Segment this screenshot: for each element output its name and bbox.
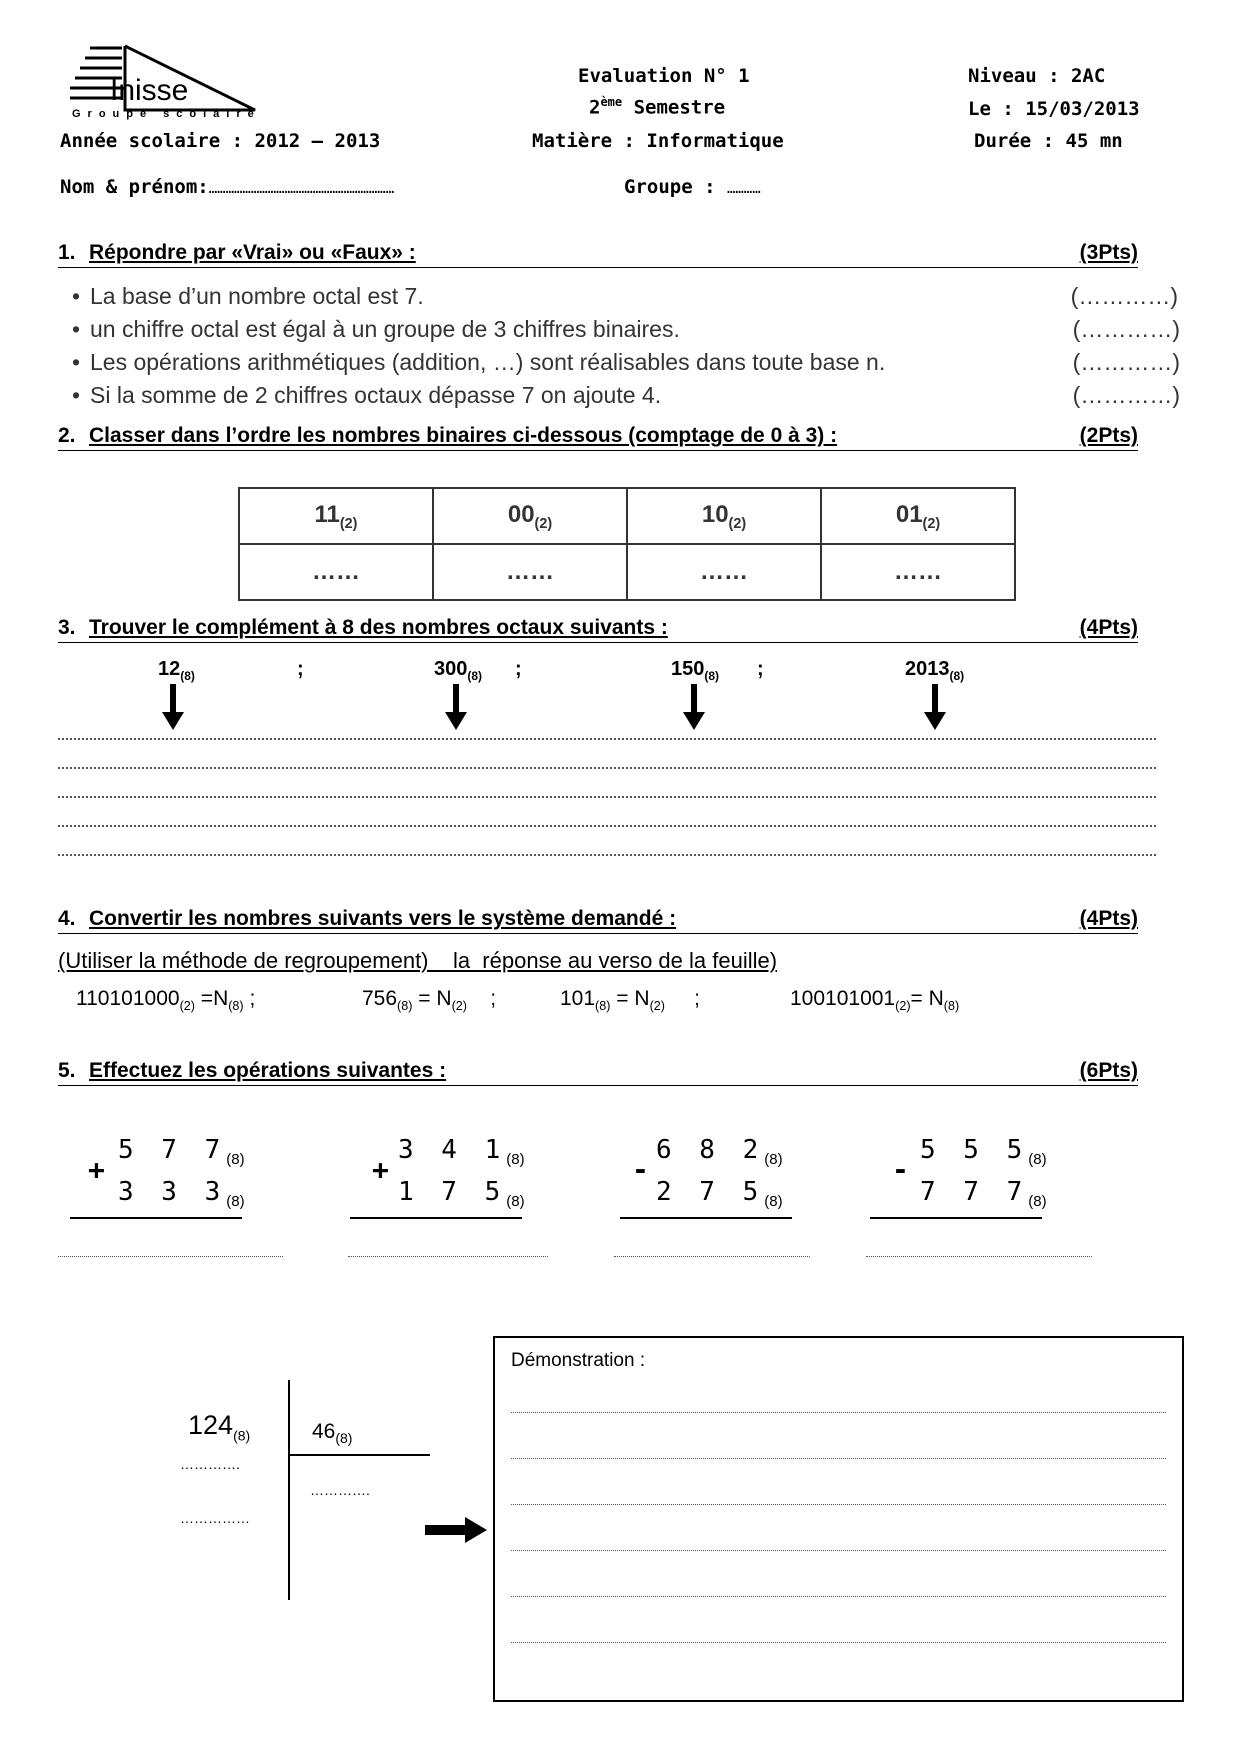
section-3-header: 3. Trouver le complément à 8 des nombres octaux suivants : (4Pts) — [58, 616, 1138, 643]
work-blank[interactable]: …………. — [180, 1456, 240, 1472]
operator-sign: + — [372, 1153, 389, 1186]
division-layout — [170, 1380, 430, 1600]
arrow-down-icon — [443, 684, 469, 730]
statement-3: • Les opérations arithmétiques (addition, …) sont réalisables dans toute base n. — [72, 349, 886, 375]
result-blank[interactable] — [614, 1256, 810, 1257]
answer-line[interactable] — [58, 854, 1156, 856]
logo-text: Inisse — [110, 74, 189, 107]
operator-sign: + — [88, 1153, 105, 1186]
table-cell: $00_{(2)}$ — [433, 488, 627, 544]
dividend: $124_{(8)}$ — [188, 1410, 251, 1444]
conversion-item: $101_{(8)} = N_{(2)}$ ; — [560, 987, 700, 1014]
result-blank[interactable] — [58, 1256, 283, 1257]
answer-line[interactable] — [58, 796, 1156, 798]
answer-line[interactable] — [58, 767, 1156, 769]
section-2-header: 2. Classer dans l’ordre les nombres binaires ci-dessous (comptage de 0 à 3) : (2Pts) — [58, 424, 1138, 451]
division-vertical-line — [288, 1380, 290, 1600]
answer-line[interactable] — [58, 738, 1156, 740]
conversion-item: $100101001_{(2)}= N_{(8)}$ — [790, 987, 960, 1014]
section-5-header: 5. Effectuez les opérations suivantes : (6Pts) — [58, 1059, 1138, 1086]
work-blank[interactable]: …………. — [310, 1482, 370, 1498]
evaluation-title: Evaluation N° 1 — [578, 65, 750, 87]
answer-line[interactable] — [511, 1412, 1166, 1413]
arrow-down-icon — [160, 684, 186, 730]
answer-blank[interactable]: (…………) — [1072, 349, 1180, 375]
answer-line[interactable] — [58, 825, 1156, 827]
conversion-item: $756_{(8)} = N_{(2)}$ ; — [362, 987, 497, 1014]
separator: ; — [515, 658, 522, 680]
order-blank[interactable]: …… — [821, 544, 1015, 600]
instruction-note: (Utiliser la méthode de regroupement) la réponse au verso de la feuille) — [58, 948, 778, 973]
subject: Matière : Informatique — [532, 130, 784, 152]
statement-1: • La base d’un nombre octal est 7. — [72, 283, 424, 309]
operator-sign: - — [892, 1153, 909, 1186]
demonstration-box[interactable] — [493, 1336, 1184, 1702]
table-cell: $01_{(2)}$ — [821, 488, 1015, 544]
octal-number: $300_{(8)}$ — [434, 658, 483, 683]
answer-line[interactable] — [511, 1458, 1166, 1459]
level: Niveau : 2AC — [968, 65, 1106, 87]
logo-subtitle: Groupe scolaire — [72, 108, 261, 120]
school-year: Année scolaire : 2012 – 2013 — [60, 130, 381, 152]
work-blank[interactable]: …………… — [180, 1510, 250, 1526]
answer-line[interactable] — [511, 1504, 1166, 1505]
answer-blank[interactable]: (…………) — [1072, 316, 1180, 342]
answer-line[interactable] — [511, 1550, 1166, 1551]
section-1-header: 1. Répondre par «Vrai» ou «Faux» : (3Pts) — [58, 241, 1138, 268]
statement-2: • un chiffre octal est égal à un groupe de 3 chiffres binaires. — [72, 316, 680, 342]
answer-blank[interactable]: (…………) — [1070, 283, 1178, 309]
octal-number: $150_{(8)}$ — [671, 658, 720, 683]
table-cell: $10_{(2)}$ — [627, 488, 821, 544]
division-horizontal-line — [288, 1454, 430, 1456]
result-blank[interactable] — [866, 1256, 1092, 1257]
answer-blank[interactable]: (…………) — [1072, 382, 1180, 408]
order-blank[interactable]: …… — [627, 544, 821, 600]
arrow-right-icon — [425, 1517, 487, 1543]
result-blank[interactable] — [348, 1256, 548, 1257]
school-logo — [70, 44, 260, 122]
operator-sign: - — [632, 1153, 649, 1186]
order-blank[interactable]: …… — [433, 544, 627, 600]
name-field[interactable]: Nom & prénom:………………………………………………………… — [60, 176, 395, 198]
octal-operation: - 5 5 $5_{(8)}$ 7 7 $7_{(8)}$ — [870, 1135, 1050, 1215]
answer-line[interactable] — [511, 1642, 1166, 1643]
table-cell: $11_{(2)}$ — [239, 488, 433, 544]
duration: Durée : 45 mn — [974, 130, 1123, 152]
exam-date: Le : 15/03/2013 — [968, 98, 1140, 120]
order-blank[interactable]: …… — [239, 544, 433, 600]
conversion-item: $110101000_{(2)} =N_{(8)}$ ; — [76, 987, 256, 1014]
demonstration-label: Démonstration : — [511, 1350, 646, 1371]
divisor: $46_{(8)}$ — [312, 1420, 353, 1447]
semester: 2ème Semestre — [589, 95, 726, 119]
octal-operation: + 3 4 $1_{(8)}$ 1 7 $5_{(8)}$ — [350, 1135, 530, 1215]
binary-order-table — [238, 487, 1016, 601]
arrow-down-icon — [922, 684, 948, 730]
octal-number: $2013_{(8)}$ — [905, 658, 965, 683]
octal-number: $12_{(8)}$ — [158, 658, 195, 683]
answer-line[interactable] — [511, 1596, 1166, 1597]
group-field[interactable]: Groupe : ………… — [624, 176, 761, 198]
section-4-header: 4. Convertir les nombres suivants vers le système demandé : (4Pts) — [58, 907, 1138, 934]
octal-operation: + 5 7 $7_{(8)}$ 3 3 $3_{(8)}$ — [70, 1135, 250, 1215]
statement-4: • Si la somme de 2 chiffres octaux dépasse 7 on ajoute 4. — [72, 382, 662, 408]
separator: ; — [297, 658, 304, 680]
separator: ; — [757, 658, 764, 680]
octal-operation: - 6 8 $2_{(8)}$ 2 7 $5_{(8)}$ — [620, 1135, 800, 1215]
arrow-down-icon — [681, 684, 707, 730]
